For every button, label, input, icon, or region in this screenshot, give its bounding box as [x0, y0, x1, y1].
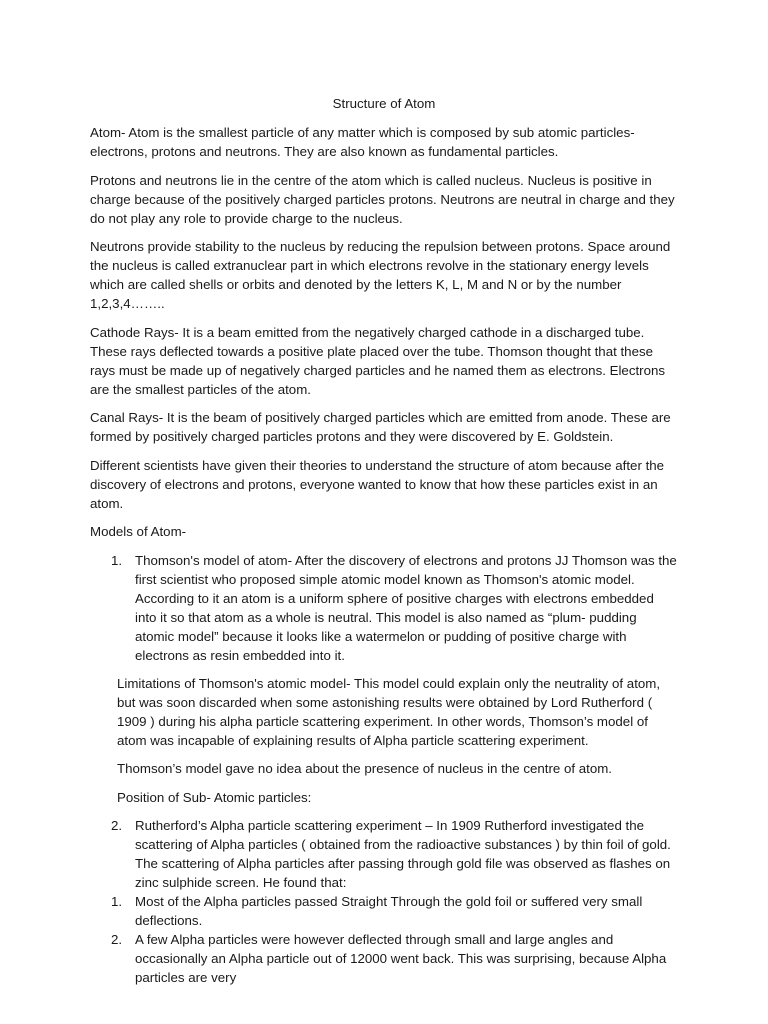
list-number: 1. [111, 552, 123, 568]
paragraph-scientists: Different scientists have given their theories to understand the structure of atom because after the discovery of electrons and protons, everyone wanted to know that how these particles exist in an atom. [90, 457, 665, 511]
models-list [90, 551, 678, 665]
paragraph-neutrons: Neutrons provide stability to the nucleus by reducing the repulsion between protons. Space around the nucleus is called extranuclear part in which electrons revolve in the stationary energy levels which are called shells or orbits and denoted by the letters K, L, M and N or by the number 1,2,3,4…….. [90, 239, 671, 311]
paragraph-atom: Atom- Atom is the smallest particle of any matter which is composed by sub atomic particles- electrons, protons and neutrons. They are also known as fundamental particles. [90, 125, 635, 159]
paragraph-no-nucleus: Thomson’s model gave no idea about the presence of nucleus in the centre of atom. [117, 761, 613, 776]
list-item-text: Most of the Alpha particles passed Straight Through the gold foil or suffered very small deflections. [135, 894, 643, 928]
list-item-rutherford [90, 816, 678, 892]
list-item-text: Thomson's model of atom- After the discovery of electrons and protons JJ Thomson was the first scientist who proposed simple atomic model known as Thomson's atomic model. According to it an atom is a uniform sphere of positive charges with electrons embedded into it so that atom as a whole is neutral. This model is also named as “plum- pudding atomic model” because it looks like a watermelon or pudding of positive charge with electrons as resin embedded into it. [135, 552, 677, 663]
paragraph-limitations: Limitations of Thomson's atomic model- This model could explain only the neutrality of atom, but was soon discarded when some astonishing results were obtained by Lord Rutherford ( 1909 ) during his alpha particle scattering experiment. In other words, Thomson’s model of atom was incapable of explaining results of Alpha particle scattering experiment. [117, 675, 661, 748]
document-title: Structure of Atom [332, 96, 436, 111]
list-number: 1. [111, 894, 123, 909]
list-number: 2. [111, 818, 123, 833]
list-item-finding-1 [90, 892, 678, 930]
list-item-text: A few Alpha particles were however deflected through small and large angles and occasionally an Alpha particle out of 12000 went back. This was surprising, because Alpha particles are very [135, 932, 667, 985]
rutherford-list [90, 816, 678, 987]
paragraph-cathode-rays: Cathode Rays- It is a beam emitted from the negatively charged cathode in a discharged tube. These rays deflected towards a positive plate placed over the tube. Thomson thought that these rays must be made up of negatively charged particles and he named them as electrons. Electrons are the smallest particles of the atom. [90, 324, 666, 397]
paragraph-models-heading: Models of Atom- [90, 524, 187, 539]
paragraph-nucleus: Protons and neutrons lie in the centre of the atom which is called nucleus. Nucleus is positive in charge because of the positively charged particles protons. Neutrons are neutral in charge and they do not play any role to provide charge to the nucleus. [90, 172, 675, 226]
list-item-text: Rutherford’s Alpha particle scattering experiment – In 1909 Rutherford investigated the scattering of Alpha particles ( obtained from the radioactive substances ) by thin foil of gold. The scattering of Alpha particles after passing through gold file was observed as flashes on zinc sulphide screen. He found that: [135, 818, 671, 890]
list-item-thomson-model [90, 551, 678, 665]
list-item-finding-2 [90, 930, 678, 987]
paragraph-position-heading: Position of Sub- Atomic particles: [117, 789, 312, 805]
list-number: 2. [111, 932, 123, 947]
paragraph-canal-rays: Canal Rays- It is the beam of positively charged particles which are emitted from anode. These are formed by positively charged particles protons and they were discovered by E. Goldstein. [90, 410, 671, 444]
